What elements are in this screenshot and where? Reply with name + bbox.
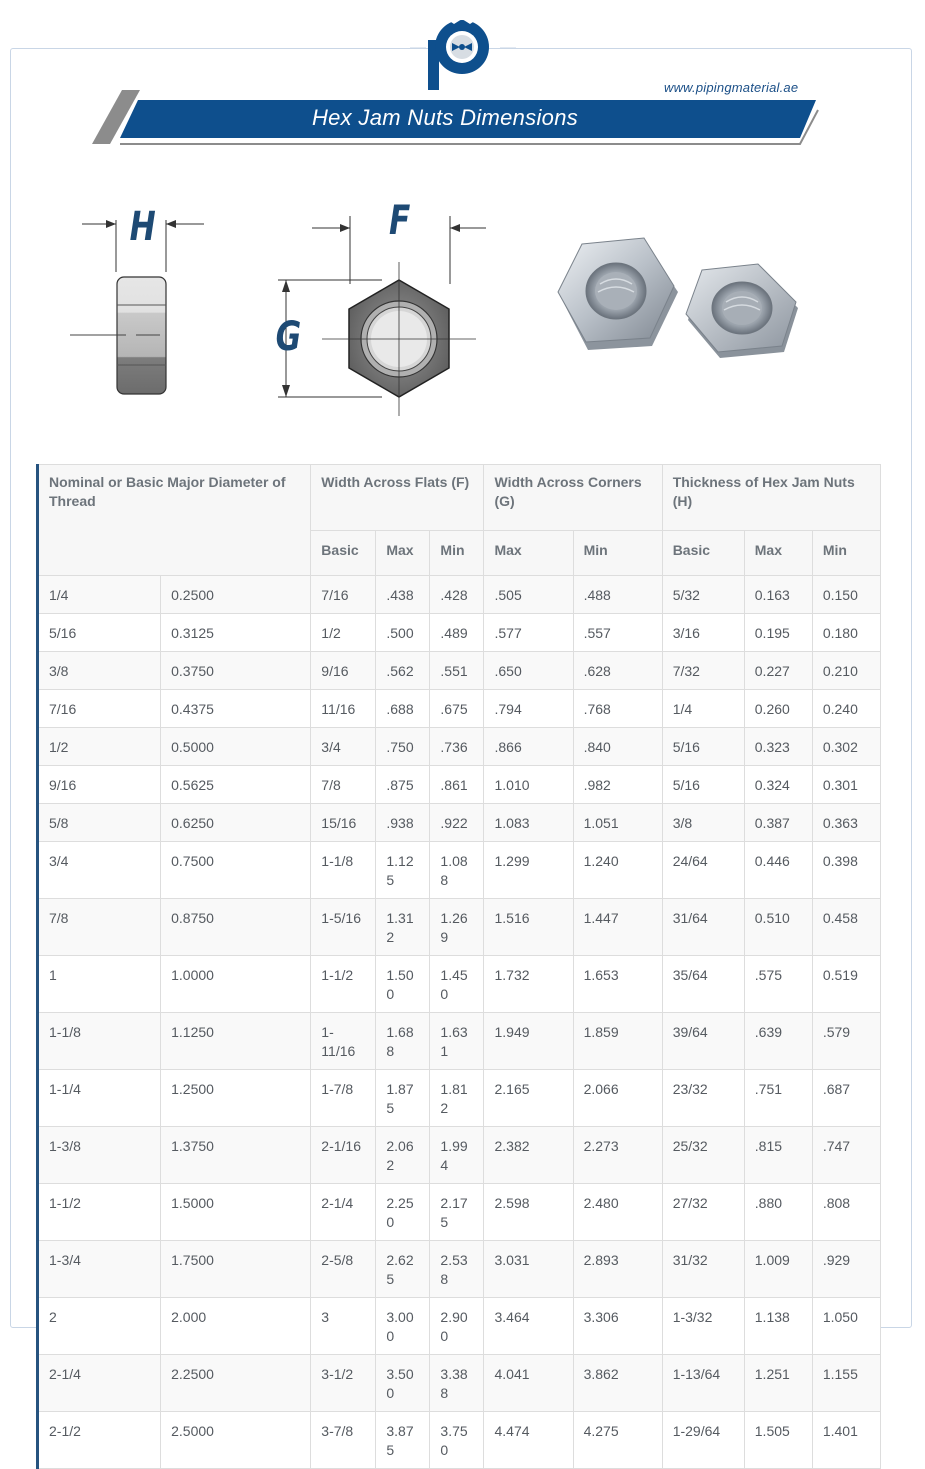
cell-flats-max: 1.125 xyxy=(376,842,430,899)
cell-flats-max: 3.875 xyxy=(376,1412,430,1469)
cell-nominal-size: 2 xyxy=(38,1298,161,1355)
cell-thickness-basic: 24/64 xyxy=(662,842,744,899)
cell-flats-min: 2.175 xyxy=(430,1184,484,1241)
cell-flats-max: 2.250 xyxy=(376,1184,430,1241)
cell-thickness-min: 1.155 xyxy=(812,1355,880,1412)
cell-thickness-basic: 35/64 xyxy=(662,956,744,1013)
subheader-f-min: Min xyxy=(430,531,484,576)
cell-flats-min: .551 xyxy=(430,652,484,690)
cell-thickness-basic: 3/8 xyxy=(662,804,744,842)
cell-thickness-basic: 25/32 xyxy=(662,1127,744,1184)
cell-corners-min: 2.480 xyxy=(573,1184,662,1241)
cell-decimal-size: 1.0000 xyxy=(161,956,311,1013)
cell-thickness-min: 0.240 xyxy=(812,690,880,728)
cell-corners-max: 1.949 xyxy=(484,1013,573,1070)
cell-flats-basic: 1-5/16 xyxy=(311,899,376,956)
subheader-h-min: Min xyxy=(812,531,880,576)
cell-corners-max: .866 xyxy=(484,728,573,766)
cell-corners-min: 1.240 xyxy=(573,842,662,899)
cell-flats-basic: 11/16 xyxy=(311,690,376,728)
cell-corners-min: 2.273 xyxy=(573,1127,662,1184)
cell-corners-min: 1.051 xyxy=(573,804,662,842)
cell-thickness-max: 0.163 xyxy=(744,576,812,614)
cell-thickness-min: 0.363 xyxy=(812,804,880,842)
cell-flats-min: 1.812 xyxy=(430,1070,484,1127)
cell-corners-min: 1.653 xyxy=(573,956,662,1013)
cell-nominal-size: 7/16 xyxy=(38,690,161,728)
cell-thickness-min: 0.301 xyxy=(812,766,880,804)
cell-corners-min: 1.447 xyxy=(573,899,662,956)
cell-corners-max: 3.464 xyxy=(484,1298,573,1355)
cell-thickness-basic: 7/32 xyxy=(662,652,744,690)
cell-flats-min: .489 xyxy=(430,614,484,652)
cell-flats-basic: 1-11/16 xyxy=(311,1013,376,1070)
cell-decimal-size: 0.2500 xyxy=(161,576,311,614)
cell-flats-basic: 2-1/4 xyxy=(311,1184,376,1241)
cell-flats-basic: 1-1/2 xyxy=(311,956,376,1013)
cell-flats-basic: 7/16 xyxy=(311,576,376,614)
cell-corners-min: 3.862 xyxy=(573,1355,662,1412)
cell-corners-max: 4.041 xyxy=(484,1355,573,1412)
cell-thickness-max: 1.505 xyxy=(744,1412,812,1469)
cell-corners-max: 3.031 xyxy=(484,1241,573,1298)
cell-thickness-max: .575 xyxy=(744,956,812,1013)
cell-flats-basic: 1-7/8 xyxy=(311,1070,376,1127)
cell-corners-min: .768 xyxy=(573,690,662,728)
cell-thickness-max: .815 xyxy=(744,1127,812,1184)
page-title: Hex Jam Nuts Dimensions xyxy=(311,105,579,130)
cell-corners-max: 1.299 xyxy=(484,842,573,899)
cell-decimal-size: 0.7500 xyxy=(161,842,311,899)
dimension-g-label: G xyxy=(275,314,302,360)
cell-flats-max: 2.625 xyxy=(376,1241,430,1298)
cell-flats-max: .438 xyxy=(376,576,430,614)
cell-corners-min: 2.893 xyxy=(573,1241,662,1298)
cell-thickness-basic: 39/64 xyxy=(662,1013,744,1070)
cell-corners-max: .650 xyxy=(484,652,573,690)
cell-corners-max: .505 xyxy=(484,576,573,614)
cell-thickness-basic: 5/32 xyxy=(662,576,744,614)
cell-nominal-size: 3/4 xyxy=(38,842,161,899)
cell-flats-basic: 2-5/8 xyxy=(311,1241,376,1298)
cell-corners-max: .577 xyxy=(484,614,573,652)
table-row xyxy=(38,728,881,766)
cell-thickness-max: 1.009 xyxy=(744,1241,812,1298)
cell-flats-max: .562 xyxy=(376,652,430,690)
cell-nominal-size: 1-3/4 xyxy=(38,1241,161,1298)
cell-nominal-size: 1-1/2 xyxy=(38,1184,161,1241)
cell-nominal-size: 9/16 xyxy=(38,766,161,804)
cell-decimal-size: 1.2500 xyxy=(161,1070,311,1127)
table-row xyxy=(38,1298,881,1355)
cell-thickness-min: .808 xyxy=(812,1184,880,1241)
cell-corners-min: 4.275 xyxy=(573,1412,662,1469)
cell-decimal-size: 0.6250 xyxy=(161,804,311,842)
cell-flats-max: 1.875 xyxy=(376,1070,430,1127)
cell-flats-basic: 1-1/8 xyxy=(311,842,376,899)
cell-flats-max: .938 xyxy=(376,804,430,842)
cell-thickness-min: 1.050 xyxy=(812,1298,880,1355)
cell-thickness-max: .880 xyxy=(744,1184,812,1241)
cell-flats-basic: 7/8 xyxy=(311,766,376,804)
cell-thickness-min: .747 xyxy=(812,1127,880,1184)
table-row xyxy=(38,1412,881,1469)
cell-thickness-basic: 1-13/64 xyxy=(662,1355,744,1412)
cell-corners-min: .840 xyxy=(573,728,662,766)
cell-corners-min: 1.859 xyxy=(573,1013,662,1070)
cell-flats-basic: 9/16 xyxy=(311,652,376,690)
cell-corners-min: .557 xyxy=(573,614,662,652)
cell-thickness-min: 0.398 xyxy=(812,842,880,899)
table-body xyxy=(38,576,881,1469)
cell-decimal-size: 1.5000 xyxy=(161,1184,311,1241)
cell-corners-min: 3.306 xyxy=(573,1298,662,1355)
subheader-h-max: Max xyxy=(744,531,812,576)
table-row xyxy=(38,766,881,804)
cell-thickness-max: 0.387 xyxy=(744,804,812,842)
cell-decimal-size: 0.3750 xyxy=(161,652,311,690)
hex-jam-nuts-photo xyxy=(552,234,808,362)
cell-flats-min: 2.900 xyxy=(430,1298,484,1355)
cell-thickness-max: .751 xyxy=(744,1070,812,1127)
header-width-across-corners: Width Across Corners (G) xyxy=(484,465,662,531)
cell-corners-max: 2.165 xyxy=(484,1070,573,1127)
table-row xyxy=(38,1241,881,1298)
cell-thickness-basic: 5/16 xyxy=(662,766,744,804)
cell-corners-max: 2.382 xyxy=(484,1127,573,1184)
cell-flats-min: .736 xyxy=(430,728,484,766)
cell-nominal-size: 2-1/2 xyxy=(38,1412,161,1469)
cell-thickness-basic: 27/32 xyxy=(662,1184,744,1241)
cell-corners-min: .982 xyxy=(573,766,662,804)
subheader-f-basic: Basic xyxy=(311,531,376,576)
cell-flats-max: 1.688 xyxy=(376,1013,430,1070)
cell-thickness-basic: 1-29/64 xyxy=(662,1412,744,1469)
front-view-diagram xyxy=(262,206,492,420)
cell-thickness-min: 0.150 xyxy=(812,576,880,614)
cell-nominal-size: 2-1/4 xyxy=(38,1355,161,1412)
cell-decimal-size: 0.5000 xyxy=(161,728,311,766)
cell-flats-max: .750 xyxy=(376,728,430,766)
cell-decimal-size: 2.5000 xyxy=(161,1412,311,1469)
cell-decimal-size: 2.000 xyxy=(161,1298,311,1355)
cell-corners-min: .488 xyxy=(573,576,662,614)
table-row xyxy=(38,899,881,956)
cell-nominal-size: 1/2 xyxy=(38,728,161,766)
table-row xyxy=(38,1070,881,1127)
header-nominal-diameter: Nominal or Basic Major Diameter of Thread xyxy=(38,465,311,576)
cell-decimal-size: 0.5625 xyxy=(161,766,311,804)
cell-thickness-min: 0.180 xyxy=(812,614,880,652)
table-row xyxy=(38,1184,881,1241)
cell-thickness-max: .639 xyxy=(744,1013,812,1070)
cell-thickness-max: 0.323 xyxy=(744,728,812,766)
cell-thickness-max: 1.138 xyxy=(744,1298,812,1355)
subheader-g-min: Min xyxy=(573,531,662,576)
cell-thickness-max: 0.324 xyxy=(744,766,812,804)
cell-thickness-min: 0.519 xyxy=(812,956,880,1013)
cell-flats-min: 3.750 xyxy=(430,1412,484,1469)
cell-thickness-min: 0.302 xyxy=(812,728,880,766)
cell-corners-max: 1.732 xyxy=(484,956,573,1013)
table-row xyxy=(38,614,881,652)
cell-thickness-max: 0.260 xyxy=(744,690,812,728)
cell-thickness-basic: 31/64 xyxy=(662,899,744,956)
table-row xyxy=(38,1355,881,1412)
cell-thickness-min: .687 xyxy=(812,1070,880,1127)
cell-nominal-size: 5/8 xyxy=(38,804,161,842)
cell-corners-max: 2.598 xyxy=(484,1184,573,1241)
logo-icon xyxy=(410,10,516,92)
table-row xyxy=(38,690,881,728)
cell-flats-max: .875 xyxy=(376,766,430,804)
header-width-across-flats: Width Across Flats (F) xyxy=(311,465,484,531)
cell-flats-basic: 15/16 xyxy=(311,804,376,842)
cell-flats-basic: 3-7/8 xyxy=(311,1412,376,1469)
cell-corners-max: 4.474 xyxy=(484,1412,573,1469)
cell-thickness-min: .929 xyxy=(812,1241,880,1298)
table-row xyxy=(38,1127,881,1184)
cell-nominal-size: 1-1/8 xyxy=(38,1013,161,1070)
cell-thickness-max: 0.446 xyxy=(744,842,812,899)
cell-thickness-max: 0.510 xyxy=(744,899,812,956)
site-url[interactable]: www.pipingmaterial.ae xyxy=(664,80,799,95)
cell-flats-min: 2.538 xyxy=(430,1241,484,1298)
cell-nominal-size: 1 xyxy=(38,956,161,1013)
cell-nominal-size: 1-3/8 xyxy=(38,1127,161,1184)
cell-thickness-min: 0.458 xyxy=(812,899,880,956)
table-row xyxy=(38,842,881,899)
cell-nominal-size: 5/16 xyxy=(38,614,161,652)
cell-flats-basic: 3-1/2 xyxy=(311,1355,376,1412)
table-row xyxy=(38,1013,881,1070)
cell-nominal-size: 1-1/4 xyxy=(38,1070,161,1127)
cell-flats-max: .688 xyxy=(376,690,430,728)
cell-decimal-size: 0.4375 xyxy=(161,690,311,728)
cell-thickness-basic: 1-3/32 xyxy=(662,1298,744,1355)
cell-thickness-max: 0.195 xyxy=(744,614,812,652)
cell-flats-min: 1.450 xyxy=(430,956,484,1013)
cell-corners-max: .794 xyxy=(484,690,573,728)
cell-thickness-max: 0.227 xyxy=(744,652,812,690)
cell-thickness-basic: 31/32 xyxy=(662,1241,744,1298)
cell-thickness-min: 1.401 xyxy=(812,1412,880,1469)
cell-decimal-size: 2.2500 xyxy=(161,1355,311,1412)
cell-flats-min: 1.088 xyxy=(430,842,484,899)
cell-corners-min: .628 xyxy=(573,652,662,690)
cell-thickness-min: 0.210 xyxy=(812,652,880,690)
cell-flats-min: .428 xyxy=(430,576,484,614)
cell-flats-min: 1.994 xyxy=(430,1127,484,1184)
subheader-f-max: Max xyxy=(376,531,430,576)
cell-nominal-size: 1/4 xyxy=(38,576,161,614)
cell-flats-min: .922 xyxy=(430,804,484,842)
cell-decimal-size: 1.1250 xyxy=(161,1013,311,1070)
cell-decimal-size: 1.7500 xyxy=(161,1241,311,1298)
header-thickness: Thickness of Hex Jam Nuts (H) xyxy=(662,465,880,531)
table-row xyxy=(38,652,881,690)
cell-nominal-size: 7/8 xyxy=(38,899,161,956)
cell-thickness-basic: 23/32 xyxy=(662,1070,744,1127)
dimension-h-label: H xyxy=(129,204,156,250)
cell-flats-basic: 3 xyxy=(311,1298,376,1355)
cell-flats-basic: 3/4 xyxy=(311,728,376,766)
cell-corners-max: 1.010 xyxy=(484,766,573,804)
cell-flats-max: .500 xyxy=(376,614,430,652)
subheader-g-max: Max xyxy=(484,531,573,576)
cell-thickness-basic: 3/16 xyxy=(662,614,744,652)
cell-flats-min: 3.388 xyxy=(430,1355,484,1412)
cell-flats-max: 3.500 xyxy=(376,1355,430,1412)
cell-thickness-basic: 5/16 xyxy=(662,728,744,766)
dimensions-table xyxy=(36,464,881,1469)
cell-flats-min: 1.269 xyxy=(430,899,484,956)
cell-flats-max: 1.500 xyxy=(376,956,430,1013)
cell-flats-max: 3.000 xyxy=(376,1298,430,1355)
dimension-f-label: F xyxy=(389,198,411,244)
cell-nominal-size: 3/8 xyxy=(38,652,161,690)
cell-corners-min: 2.066 xyxy=(573,1070,662,1127)
cell-flats-min: .861 xyxy=(430,766,484,804)
table-row xyxy=(38,576,881,614)
cell-corners-max: 1.516 xyxy=(484,899,573,956)
cell-thickness-min: .579 xyxy=(812,1013,880,1070)
cell-flats-basic: 2-1/16 xyxy=(311,1127,376,1184)
table-row xyxy=(38,956,881,1013)
cell-thickness-basic: 1/4 xyxy=(662,690,744,728)
cell-flats-min: .675 xyxy=(430,690,484,728)
cell-decimal-size: 1.3750 xyxy=(161,1127,311,1184)
cell-thickness-max: 1.251 xyxy=(744,1355,812,1412)
cell-flats-basic: 1/2 xyxy=(311,614,376,652)
cell-decimal-size: 0.3125 xyxy=(161,614,311,652)
cell-decimal-size: 0.8750 xyxy=(161,899,311,956)
cell-flats-max: 2.062 xyxy=(376,1127,430,1184)
cell-corners-max: 1.083 xyxy=(484,804,573,842)
cell-flats-min: 1.631 xyxy=(430,1013,484,1070)
cell-flats-max: 1.312 xyxy=(376,899,430,956)
subheader-h-basic: Basic xyxy=(662,531,744,576)
table-row xyxy=(38,804,881,842)
